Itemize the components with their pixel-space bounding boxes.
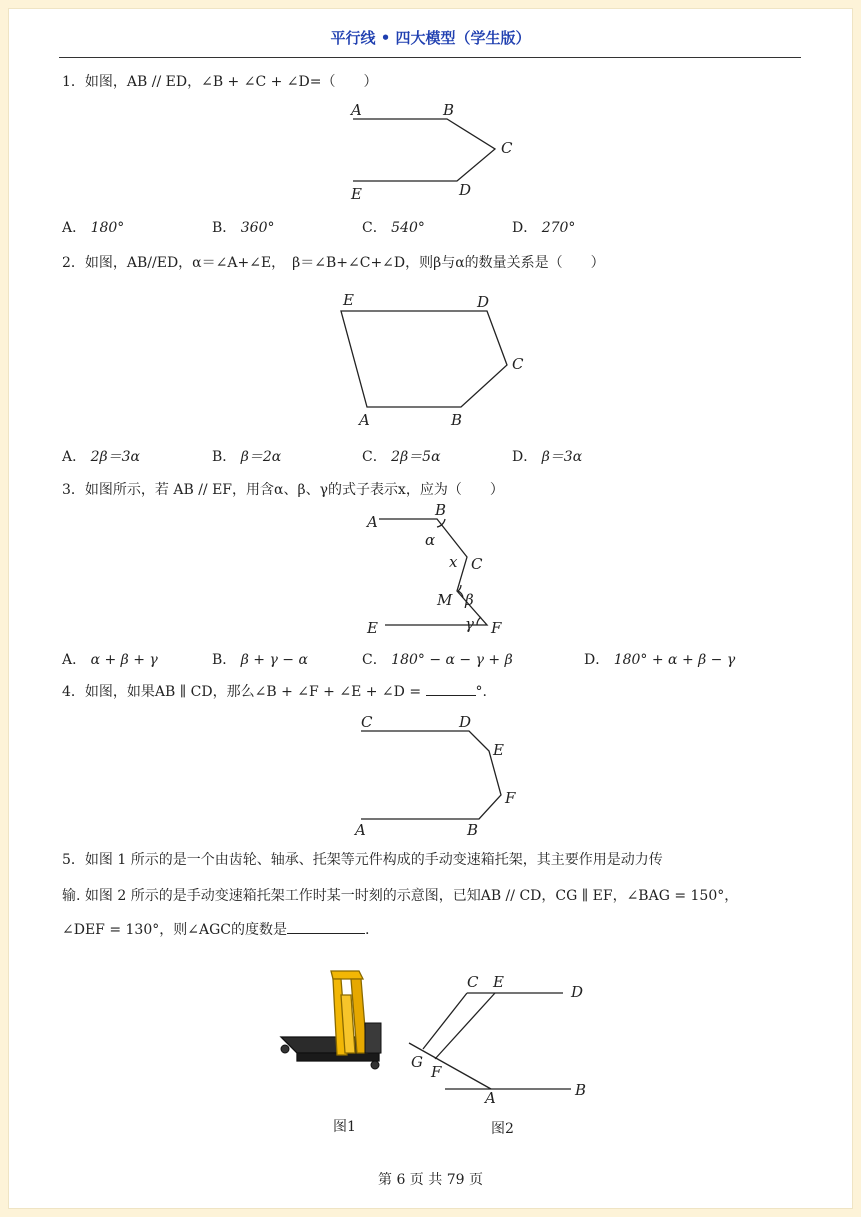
- q2-label-d: D: [477, 293, 490, 311]
- q1-label-b: B: [443, 101, 455, 119]
- q5-figure-1-caption: 图1: [333, 1119, 356, 1135]
- q4-label-a: A: [355, 821, 366, 839]
- q1-label-c: C: [501, 139, 513, 157]
- q1-option-d: D． 270°: [512, 220, 576, 236]
- fig2-label-c: C: [467, 973, 479, 991]
- q1-option-a: A． 180°: [62, 220, 125, 236]
- header-divider: [59, 57, 801, 58]
- question-1-figure: [339, 101, 539, 211]
- q4-label-e: E: [493, 741, 504, 759]
- question-4-text: 4．如图，如果AB ∥ CD，那么∠B + ∠F + ∠E + ∠D = °.: [62, 684, 487, 700]
- q3-label-c: C: [471, 555, 483, 573]
- q3-option-d: D． 180° + α + β − γ: [584, 652, 736, 668]
- q3-label-e: E: [367, 619, 378, 637]
- q2-option-c: C． 2β＝5α: [362, 449, 441, 465]
- q1-label-d: D: [459, 181, 472, 199]
- q3-label-beta: β: [465, 591, 474, 609]
- question-1-text: 1．如图，AB // ED，∠B + ∠C + ∠D=（ ）: [62, 74, 378, 90]
- question-3-text: 3．如图所示，若 AB // EF，用含α、β、γ的式子表示x，应为（ ）: [62, 482, 504, 498]
- q2-label-a: A: [359, 411, 370, 429]
- question-5-line-3: ∠DEF = 130°，则∠AGC的度数是 .: [62, 922, 370, 938]
- fig2-label-b: B: [575, 1081, 587, 1099]
- document-page: [8, 8, 853, 1209]
- q4-label-d: D: [459, 713, 472, 731]
- q3-label-m: M: [437, 591, 453, 609]
- q1-figure-lines: [353, 119, 495, 181]
- jack-top-plate: [331, 971, 363, 979]
- q4-label-c: C: [361, 713, 373, 731]
- q4-answer-blank: [426, 683, 476, 696]
- q4-label-f: F: [505, 789, 516, 807]
- question-4-figure: [349, 711, 549, 841]
- fig2-label-f: F: [431, 1063, 442, 1081]
- q5-figure-2-caption: 图2: [491, 1121, 514, 1137]
- question-3-figure: [357, 501, 527, 645]
- question-2-figure: [329, 285, 539, 435]
- q5-answer-blank: [287, 921, 365, 934]
- q4-figure-lines: [361, 731, 501, 819]
- q2-option-a: A． 2β＝3α: [62, 449, 140, 465]
- q3-label-a: A: [367, 513, 378, 531]
- q1-label-e: E: [351, 185, 362, 203]
- q3-label-gamma: γ: [465, 615, 474, 633]
- q4-label-b: B: [467, 821, 479, 839]
- q2-figure-polygon: [341, 311, 507, 407]
- q5-figure-2: [395, 969, 605, 1139]
- q3-label-x: x: [449, 553, 458, 571]
- q2-label-b: B: [451, 411, 463, 429]
- q5-figure-1-caption-box: [327, 1111, 387, 1141]
- q2-label-e: E: [343, 291, 354, 309]
- q3-option-c: C． 180° − α − γ + β: [362, 652, 513, 668]
- q2-label-c: C: [512, 355, 524, 373]
- q1-option-b: B． 360°: [212, 220, 275, 236]
- question-5-line-1: 5．如图 1 所示的是一个由齿轮、轴承、托架等元件构成的手动变速箱托架，其主要作用是动力传: [62, 852, 663, 868]
- q2-option-b: B． β＝2α: [212, 449, 282, 465]
- q5-figure-1-jack-illustration: [271, 965, 401, 1105]
- jack-pump: [365, 1023, 381, 1053]
- q3-label-f: F: [491, 619, 502, 637]
- fig2-label-e: E: [493, 973, 504, 991]
- fig2-line-cg: [423, 993, 467, 1049]
- fig2-label-g: G: [411, 1053, 423, 1071]
- q3-angle-gamma-arc: [477, 617, 481, 625]
- question-2-text: 2．如图，AB//ED，α＝∠A+∠E， β＝∠B+∠C+∠D，则β与α的数量关系是（ ）: [62, 255, 605, 271]
- q1-label-a: A: [351, 101, 362, 119]
- page-footer: 第 6 页 共 79 页: [378, 1172, 483, 1188]
- q3-label-alpha: α: [425, 531, 436, 549]
- fig2-label-d: D: [571, 983, 584, 1001]
- fig2-line-ef: [435, 993, 495, 1059]
- q3-label-b: B: [435, 501, 447, 519]
- q3-option-b: B． β + γ − α: [212, 652, 308, 668]
- q3-option-a: A． α + β + γ: [62, 652, 158, 668]
- q2-option-d: D． β＝3α: [512, 449, 583, 465]
- fig2-label-a: A: [485, 1089, 496, 1107]
- question-5-line-2: 输. 如图 2 所示的是手动变速箱托架工作时某一时刻的示意图，已知AB // CD，CG ∥ EF，∠BAG = 150°，: [62, 888, 739, 904]
- q1-option-c: C． 540°: [362, 220, 425, 236]
- page-header-title: 平行线 • 四大模型（学生版）: [330, 29, 531, 47]
